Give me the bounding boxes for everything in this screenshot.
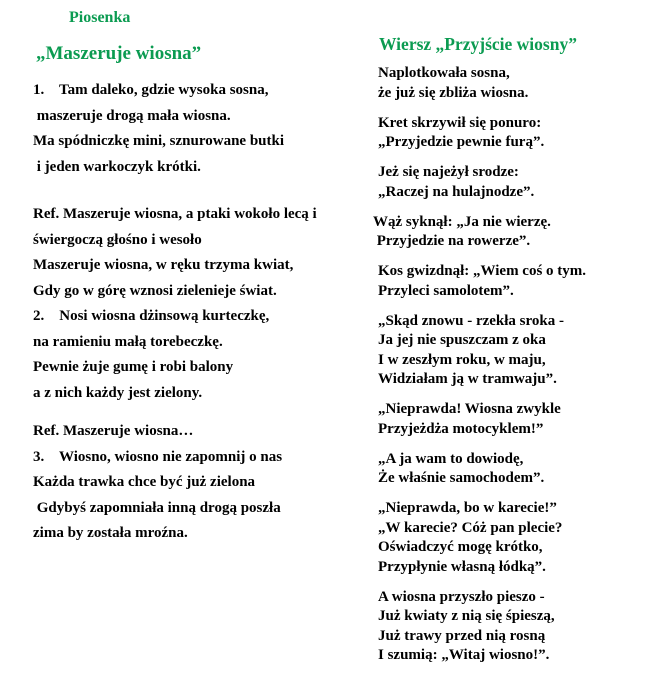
stanza (378, 588, 645, 666)
poem-line: „Nieprawda, bo w karecie!” (378, 500, 557, 516)
stanza (33, 419, 349, 547)
stanza (378, 64, 645, 103)
stanza (378, 312, 645, 390)
poem-line: Gdy go w górę wznosi zielenieje świat. (33, 282, 277, 299)
poem-line: Naplotkowała sosna, (378, 65, 510, 81)
poem-line: A wiosna przyszło pieszo - (378, 588, 545, 605)
poem-line: na ramieniu małą torebeczkę. (33, 333, 223, 350)
poem-line: Ref. Maszeruje wiosna… (33, 423, 194, 439)
poem-line: 3. Wiosno, wiosno nie zapomnij o nas (33, 448, 283, 465)
poem-line: Już kwiaty z nią się śpieszą, (378, 608, 555, 624)
poem-line: i jeden warkoczyk krótki. (33, 158, 201, 175)
song-section (33, 6, 349, 547)
stanza (378, 114, 645, 153)
stanza (378, 499, 645, 577)
poem-line: Oświadczyć mogę krótko, (378, 539, 543, 555)
poem-line: Ref. Maszeruje wiosna, a ptaki wokoło lecą i (33, 206, 317, 222)
poem-line: Już trawy przed nią rosną (378, 627, 546, 644)
poem-line: Przyjeżdża motocyklem!” (378, 420, 544, 437)
poem-line: „Skąd znowu - rzekła sroka - (378, 312, 564, 329)
poem-line: 2. Nosi wiosna dżinsową kurteczkę, (33, 308, 270, 324)
poem-line: „Raczej na hulajnodze”. (378, 183, 535, 200)
song-stanzas (33, 78, 349, 547)
stanza (378, 163, 645, 202)
poem-line: Przypłynie własną łódką”. (378, 558, 546, 575)
poem-title: Wiersz „Przyjście wiosny” (379, 34, 577, 54)
poem-line: Pewnie żuje gumę i robi balony (33, 359, 234, 375)
poem-line: Ma spódniczkę mini, sznurowane butki (33, 133, 285, 149)
poem-line: maszeruje drogą mała wiosna. (33, 107, 231, 124)
song-kicker: Piosenka (69, 9, 131, 26)
poem-line: Wąż syknął: „Ja nie wierzę. (373, 213, 551, 230)
poem-line: Kos gwizdnął: „Wiem coś o tym. (378, 263, 587, 279)
poem-line: a z nich każdy jest zielony. (33, 384, 203, 401)
stanza (33, 202, 349, 406)
poem-line: Widziałam ją w tramwaju”. (378, 371, 557, 387)
poem-line: „Nieprawda! Wiosna zwykle (378, 401, 561, 417)
stanza (373, 213, 645, 252)
poem-line: I w zeszłym roku, w maju, (378, 351, 546, 368)
poem-line: I szumią: „Witaj wiosno!”. (378, 647, 550, 663)
poem-line: „W karecie? Cóż pan plecie? (378, 519, 563, 536)
poem-line: że już się zbliża wiosna. (378, 84, 529, 101)
stanza (33, 78, 349, 180)
poem-line: Ja jej nie spuszczam z oka (378, 332, 546, 348)
poem-line: Przyleci samolotem”. (378, 282, 514, 299)
stanza (378, 400, 645, 439)
poem-line: zima by została mroźna. (33, 525, 188, 541)
poem-line: świergoczą głośno i wesoło (33, 231, 202, 248)
poem-stanzas (373, 64, 645, 666)
poem-line: Przyjedzie na rowerze”. (373, 233, 531, 249)
poem-line: Że właśnie samochodem”. (378, 470, 545, 486)
poem-line: Gdybyś zapomniała inną drogą poszła (33, 499, 281, 516)
poem-line: Jeż się najeżył srodze: (378, 164, 519, 180)
poem-line: Każda trawka chce być już zielona (33, 474, 256, 490)
poem-line: Kret skrzywił się ponuro: (378, 114, 542, 131)
poem-line: Maszeruje wiosna, w ręku trzyma kwiat, (33, 257, 294, 273)
poem-line: „Przyjedzie pewnie furą”. (378, 134, 545, 150)
poem-section (373, 30, 645, 666)
poem-line: 1. Tam daleko, gdzie wysoka sosna, (33, 82, 269, 98)
poem-line: „A ja wam to dowiodę, (378, 450, 524, 467)
stanza (378, 262, 645, 301)
song-title: „Maszeruje wiosna” (36, 43, 202, 64)
stanza (378, 450, 645, 489)
